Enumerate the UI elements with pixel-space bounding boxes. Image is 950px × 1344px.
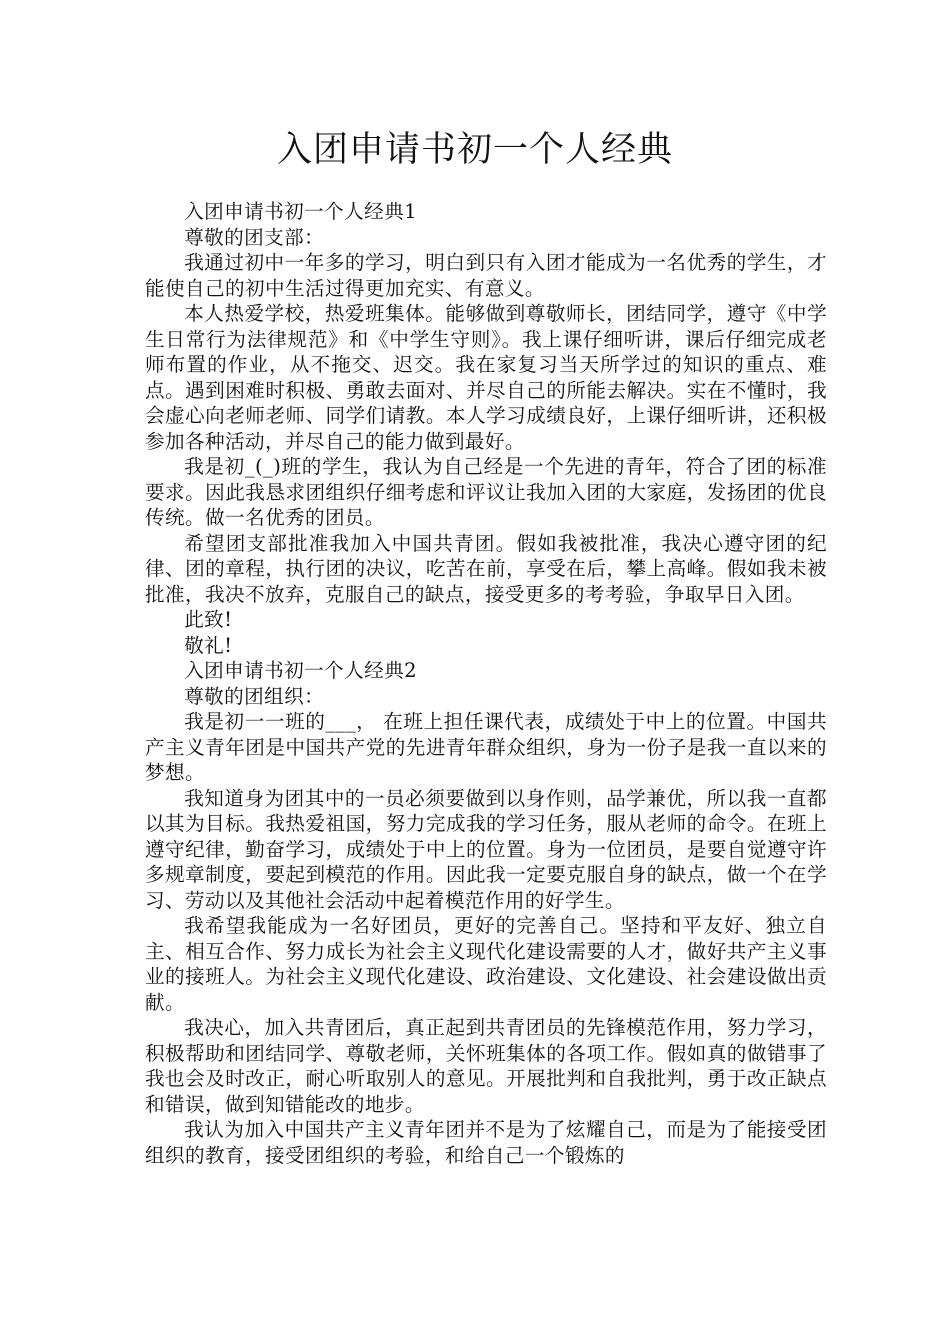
paragraph: 我是初一一班的___， 在班上担任课代表，成绩处于中上的位置。中国共产主义青年团是中国共产党的先进青年群众组织，身为一份子是我一直以来的梦想。 [145, 710, 827, 784]
paragraph: 我认为加入中国共产主义青年团并不是为了炫耀自己，而是为了能接受团组织的教育，接受团组织的考验，和给自己一个锻炼的 [145, 1118, 827, 1167]
section-heading: 入团申请书初一个人经典2 [184, 659, 417, 682]
closing-line: 此致! [184, 608, 233, 631]
paragraph: 我通过初中一年多的学习，明白到只有入团才能成为一名优秀的学生，才能使自己的初中生活过得更加充实、有意义。 [145, 251, 827, 300]
paragraph: 我决心，加入共青团后，真正起到共青团员的先锋模范作用，努力学习，积极帮助和团结同学、尊敬老师，关怀班集体的各项工作。假如真的做错事了我也会及时改正，耐心听取别人的意见。开展批判和自我批判，勇于改正缺点和错误，做到知错能改的地步。 [145, 1016, 827, 1116]
salutation: 尊敬的团支部： [184, 225, 325, 249]
document-title: 入团申请书初一个人经典 [276, 130, 673, 170]
closing-line: 敬礼! [184, 633, 233, 657]
paragraph: 我知道身为团其中的一员必须要做到以身作则，品学兼优，所以我一直都以其为目标。我热爱祖国，努力完成我的学习任务，服从老师的命令。在班上遵守纪律，勤奋学习，成绩处于中上的位置。身为一位团员，是要自觉遵守许多规章制度，要起到模范的作用。因此我一定要克服自身的缺点，做一个在学习、劳动以及其他社会活动中起着模范作用的好学生。 [145, 786, 827, 912]
paragraph: 我希望我能成为一名好团员，更好的完善自己。坚持和平友好、独立自主、相互合作、努力成长为社会主义现代化建设需要的人才，做好共产主义事业的接班人。为社会主义现代化建设、政治建设、文化建设、社会建设做出贡献。 [145, 914, 827, 1014]
document-body [145, 199, 827, 1168]
salutation: 尊敬的团组织： [184, 684, 325, 708]
paragraph: 我是初_(_)班的学生，我认为自己经是一个先进的青年，符合了团的标准要求。因此我恳求团组织仔细考虑和评议让我加入团的大家庭，发扬团的优良传统。做一名优秀的团员。 [145, 455, 827, 529]
section-heading: 入团申请书初一个人经典1 [184, 200, 417, 223]
paragraph: 希望团支部批准我加入中国共青团。假如我被批准，我决心遵守团的纪律、团的章程，执行团的决议，吃苦在前，享受在后，攀上高峰。假如我未被批准，我决不放弃，克服自己的缺点，接受更多的考考验，争取早日入团。 [145, 531, 827, 606]
paragraph: 本人热爱学校，热爱班集体。能够做到尊敬师长，团结同学，遵守《中学生日常行为法律规范》和《中学生守则》。我上课仔细听讲，课后仔细完成老师布置的作业，从不拖交、迟交。我在家复习当天所学过的知识的重点、难点。遇到困难时积极、勇敢去面对、并尽自己的所能去解决。实在不懂时，我会虚心向老师老师、同学们请教。本人学习成绩良好，上课仔细听讲，还积极参加各种活动，并尽自己的能力做到最好。 [145, 302, 827, 453]
